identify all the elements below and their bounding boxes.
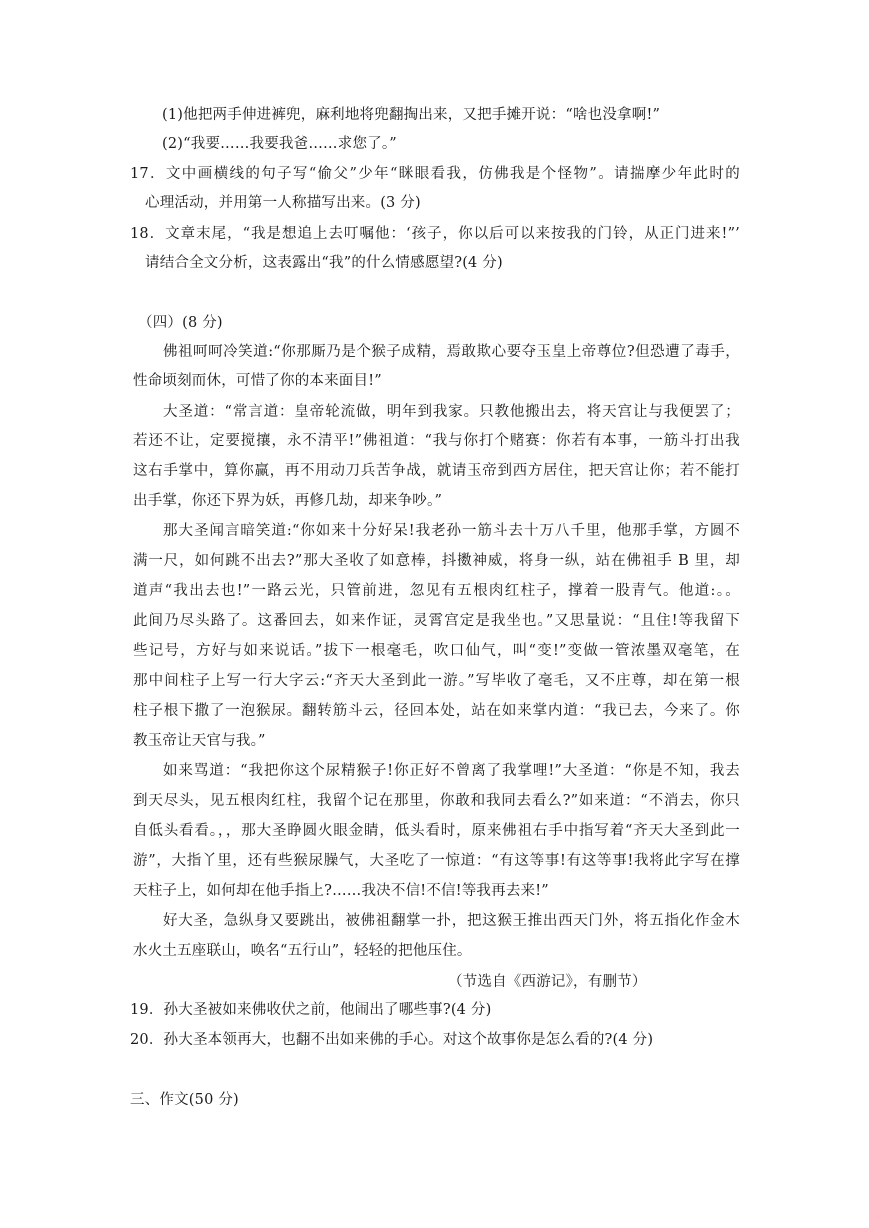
passage-line-11: 些记号，方好与如来说话。”拔下一根毫毛，吹口仙气，叫“变!”变做一管浓墨双毫笔，在 xyxy=(133,643,740,659)
passage-line-20: 好大圣，急纵身又要跳出，被佛祖翻掌一扑，把这猴王推出西天门外，将五指化作金木 xyxy=(163,913,740,929)
passage-line-10: 此间乃尽头路了。这番回去，如来作证，灵霄宫定是我坐也。”又思量说：“且住!等我留下 xyxy=(133,613,740,629)
passage-line-17: 自低头看看。，，那大圣睁圆火眼金睛，低头看时，原来佛祖右手中指写着“齐天大圣到此一 xyxy=(133,823,740,839)
passage-line-8: 满一尺，如何跳不出去?”那大圣收了如意棒，抖擞神威，将身一纵，站在佛祖手 B 里，却 xyxy=(133,553,740,569)
question-20: 20．孙大圣本领再大，也翻不出如来佛的手心。对这个故事你是怎么看的?(4 分) xyxy=(130,1032,654,1048)
passage-line-3: 大圣道：“常言道：皇帝轮流做，明年到我家。只教他搬出去，将天宫让与我便罢了； xyxy=(163,404,740,420)
section-3-header: 三、作文(50 分) xyxy=(130,1092,239,1108)
passage-line-21: 水火土五座联山，唤名“五行山”，轻轻的把他压住。 xyxy=(133,943,472,959)
passage-line-14: 教玉帝让天官与我。” xyxy=(133,733,266,749)
source-note: （节选自《西游记》，有删节） xyxy=(448,974,647,990)
passage-line-4: 若还不让，定要搅攘，永不清平!”佛祖道：“我与你打个赌赛：你若有本事，一筋斗打出我 xyxy=(133,433,740,449)
q16-answer-option-1: (1)他把两手伸进裤兜，麻利地将兜翻掏出来，又把手摊开说：“啥也没拿啊!” xyxy=(162,107,661,123)
passage-line-7: 那大圣闻言暗笑道:“你如来十分好呆!我老孙一筋斗去十万八千里，他那手掌，方圆不 xyxy=(163,523,740,539)
passage-line-13: 柱子根下撒了一泡猴尿。翻转筋斗云，径回本处，站在如来掌内道：“我已去，今来了。你 xyxy=(133,703,740,719)
question-17-line-1: 17．文中画横线的句子写“偷父”少年“眯眼看我，仿佛我是个怪物”。请揣摩少年此时的 xyxy=(130,166,740,182)
question-18-line-1: 18．文章末尾，“我是想追上去叮嘱他：‘孩子，你以后可以来按我的门铃，从正门进来!”’ xyxy=(130,226,740,242)
passage-line-9: 道声“我出去也!”一路云光，只管前进，忽见有五根肉红柱子，撑着一股青气。他道:。。 xyxy=(133,583,740,599)
passage-line-12: 那中间柱子上写一行大字云:“齐天大圣到此一游。”写毕收了毫毛，又不庄尊，却在第一根 xyxy=(133,673,740,689)
question-17-line-2: 心理活动，并用第一人称描写出来。(3 分) xyxy=(145,195,421,211)
passage-line-5: 这右手掌中，算你赢，再不用动刀兵苦争战，就请玉帝到西方居住，把天宫让你；若不能打 xyxy=(133,463,740,479)
passage-line-2: 性命顷刻而休，可惜了你的本来面目!” xyxy=(133,373,382,389)
passage-line-15: 如来骂道：“我把你这个尿精猴子!你正好不曾离了我掌哩!”大圣道：“你是不知，我去 xyxy=(163,763,740,779)
passage-line-18: 游”，大指丫里，还有些猴尿臊气，大圣吃了一惊道：“有这等事!有这等事!我将此字写在撑 xyxy=(133,853,740,869)
q16-answer-option-2: (2)“我要……我要我爸……求您了。” xyxy=(162,136,397,152)
question-19: 19．孙大圣被如来佛收伏之前，他闹出了哪些事?(4 分) xyxy=(130,1002,492,1018)
passage-line-1: 佛祖呵呵冷笑道:“你那厮乃是个猴子成精，焉敢欺心要夺玉皇上帝尊位?但恐遭了毒手， xyxy=(163,344,740,360)
section-4-header: （四）(8 分) xyxy=(138,315,223,331)
passage-line-16: 到天尽头，见五根肉红柱，我留个记在那里，你敢和我同去看么?”如来道：“不消去，你只 xyxy=(133,793,740,809)
passage-line-6: 出手掌，你还下界为妖，再修几劫，却来争吵。” xyxy=(133,493,443,509)
passage-line-19: 天柱子上，如何却在他手指上?……我决不信!不信!等我再去来!” xyxy=(133,883,549,899)
question-18-line-2: 请结合全文分析，这表露出“我”的什么情感愿望?(4 分) xyxy=(145,255,503,271)
